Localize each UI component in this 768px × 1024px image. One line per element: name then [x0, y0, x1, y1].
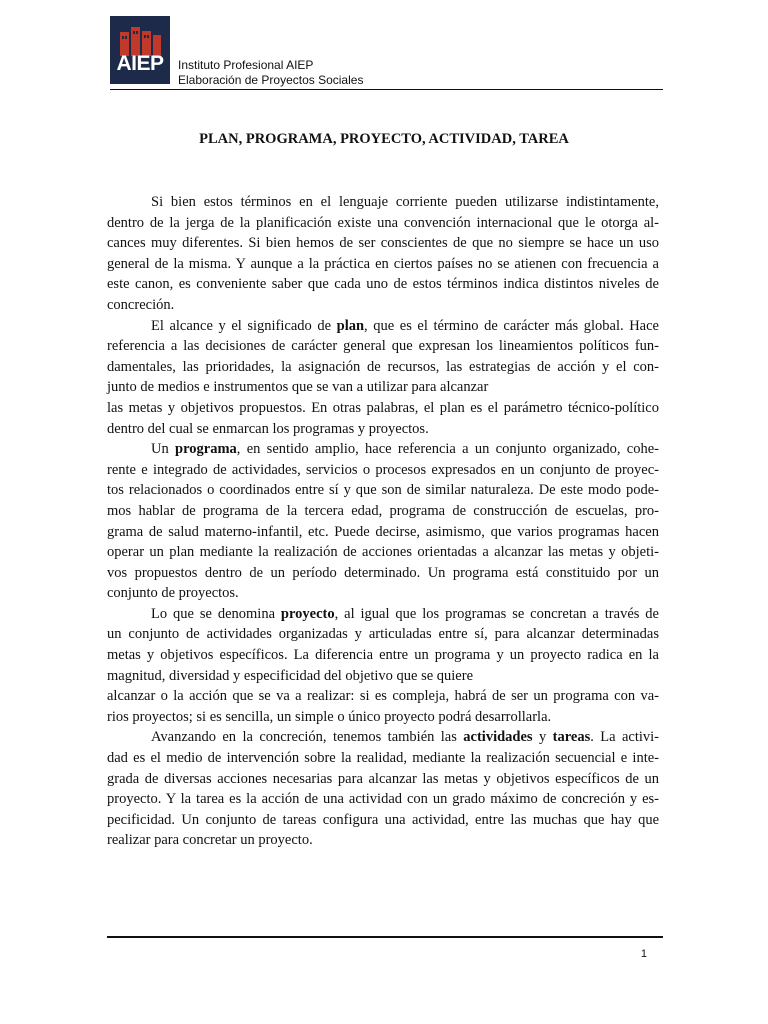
text-run: y [532, 729, 553, 746]
text-line [107, 398, 659, 419]
logo-text: AIEP [116, 52, 164, 75]
document-header [178, 58, 363, 88]
text-run: rios proyectos; si es sencilla, un simple o único proyecto podrá desarrollarla. [107, 708, 552, 725]
text-line [107, 295, 659, 316]
text-run: dentro de la jerga de la planificación existe una convención internacional que le otorga al- [107, 214, 659, 231]
text-line [107, 624, 659, 645]
text-run: junto de medios e instrumentos que se van a utilizar para alcanzar [107, 379, 489, 396]
footer-divider [107, 936, 663, 938]
text-run: las metas y objetivos propuestos. En otras palabras, el plan es el parámetro técnico-político [107, 399, 659, 416]
text-line [107, 192, 659, 213]
text-run: general de la misma. Y aunque a la práctica en ciertos países no se atienen con frecuencia a [107, 255, 659, 272]
institution-name: Instituto Profesional AIEP [178, 58, 314, 72]
text-run: , en sentido amplio, hace referencia a un conjunto organizado, cohe- [236, 441, 659, 458]
text-run: damentales, las prioridades, la asignación de recursos, las estrategias de acción y el con- [107, 358, 659, 375]
text-run: mos hablar de programa de la tercera edad, programa de construcción de escuelas, pro- [107, 502, 659, 519]
document-title: PLAN, PROGRAMA, PROYECTO, ACTIVIDAD, TAREA [199, 131, 569, 147]
text-run: proyecto. Y la tarea es la acción de una actividad con un grado máximo de concreción y es- [107, 791, 659, 808]
text-line [107, 419, 659, 440]
aiep-logo [110, 16, 170, 84]
text-run: operar un plan mediante la realización de acciones orientadas a alcanzar las metas y objeti- [107, 544, 659, 561]
text-run: Avanzando en la concreción, tenemos también las [151, 729, 464, 746]
text-line [107, 274, 659, 295]
text-run: realizar para concretar un proyecto. [107, 832, 313, 849]
text-line [107, 357, 659, 378]
bold-term: plan [336, 317, 365, 334]
bold-term: proyecto [280, 605, 335, 622]
text-line [107, 501, 659, 522]
course-name: Elaboración de Proyectos Sociales [178, 73, 364, 87]
header-divider [110, 89, 663, 90]
text-line [107, 233, 659, 254]
text-run: alcanzar o la acción que se va a realizar: si es compleja, habrá de ser un programa con va- [107, 688, 659, 705]
bold-term: tareas [552, 729, 591, 746]
text-line [107, 563, 659, 584]
text-run: concreción. [107, 296, 175, 313]
text-line [107, 789, 659, 810]
text-run: referencia a las decisiones de carácter general que expresan los lineamientos políticos fun- [107, 338, 659, 355]
text-run: dad es el medio de intervención sobre la realidad, mediante la realización secuencial e inte- [107, 750, 659, 767]
text-run: vos propuestos dentro de un período determinado. Un programa está constituido por un [107, 564, 659, 581]
text-run: un conjunto de actividades organizadas y articuladas entre sí, para alcanzar determinadas [107, 626, 659, 643]
text-run: grama de salud materno-infantil, etc. Puede decirse, asimismo, que varios programas hacen [107, 523, 659, 540]
text-line [107, 686, 659, 707]
document-body [107, 192, 659, 851]
text-line [107, 522, 659, 543]
text-run: Lo que se denomina [151, 605, 281, 622]
text-line [107, 460, 659, 481]
bold-term: actividades [463, 729, 533, 746]
text-line [107, 707, 659, 728]
text-line [107, 830, 659, 851]
text-run: magnitud, diversidad y especificidad del objetivo que se quiere [107, 667, 474, 684]
text-line [107, 213, 659, 234]
text-line [107, 727, 659, 748]
text-line [107, 439, 659, 460]
text-run: dentro del cual se enmarcan los programas y proyectos. [107, 420, 429, 437]
text-run: . La activi- [590, 729, 659, 746]
text-run: El alcance y el significado de [151, 317, 337, 334]
text-line [107, 583, 659, 604]
text-run: tos relacionados o coordinados entre sí y que son de similar naturaleza. De este modo pode- [107, 482, 659, 499]
text-run: , que es el término de carácter más global. Hace [364, 317, 659, 334]
text-run: conjunto de proyectos. [107, 585, 239, 602]
text-run: , al igual que los programas se concretan a través de [334, 605, 659, 622]
text-line [107, 748, 659, 769]
text-run: Un [151, 441, 176, 458]
text-run: pecificidad. Un conjunto de tareas configura una actividad, entre las muchas que hay que [107, 811, 659, 828]
text-line [107, 810, 659, 831]
bold-term: programa [175, 441, 237, 458]
text-line [107, 316, 659, 337]
text-run: metas y objetivos específicos. La diferencia entre un programa y un proyecto radica en la [107, 647, 659, 664]
text-line [107, 604, 659, 625]
text-line [107, 254, 659, 275]
text-run: rente e integrado de actividades, servicios o procesos expresados en un conjunto de proyec- [107, 461, 659, 478]
text-line [107, 336, 659, 357]
text-line [107, 377, 659, 398]
text-line [107, 666, 659, 687]
text-line [107, 542, 659, 563]
text-line [107, 645, 659, 666]
text-run: cances muy diferentes. Si bien hemos de ser conscientes de que no siempre se hace un uso [107, 235, 659, 252]
page-number: 1 [640, 948, 647, 960]
text-line [107, 769, 659, 790]
text-run: Si bien estos términos en el lenguaje corriente pueden utilizarse indistintamente, [151, 194, 659, 210]
text-run: este canon, es conveniente saber que cada uno de estos términos indica distintos niveles de [107, 276, 659, 293]
text-line [107, 480, 659, 501]
text-run: grada de diversas acciones necesarias para alcanzar las metas y objetivos específicos de un [107, 770, 659, 787]
